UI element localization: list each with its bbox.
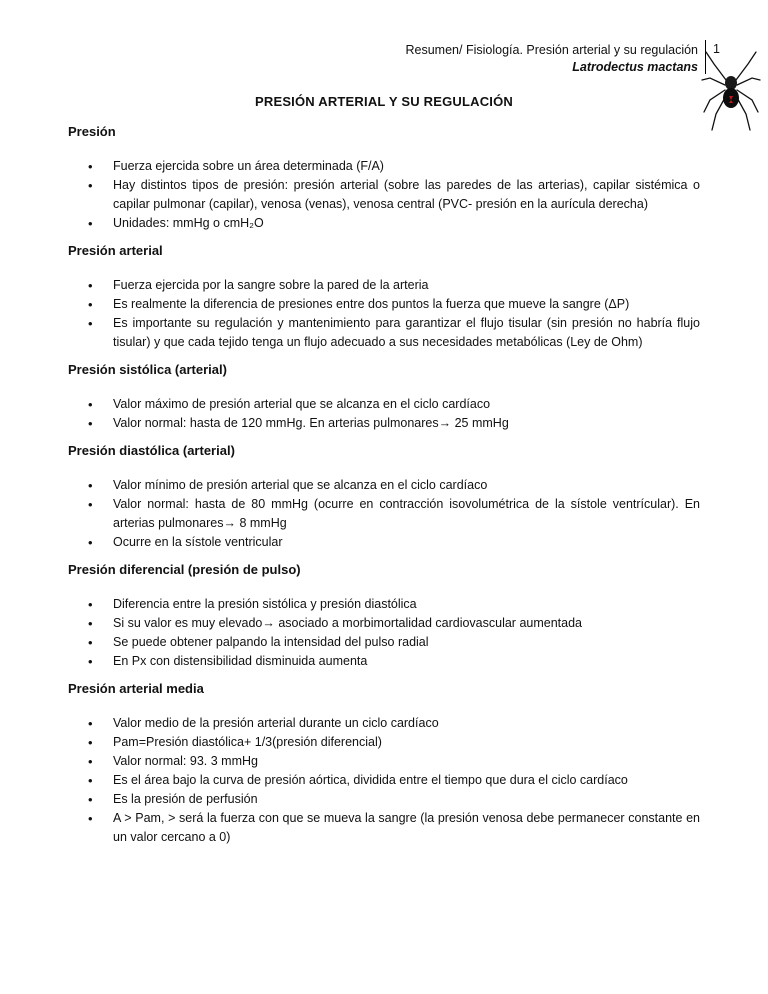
bullet-list: [68, 157, 700, 233]
bullet-item: • Hay distintos tipos de presión: presión arterial (sobre las paredes de las arterias), capilar sistémica o capilar pulmonar (capilar), venosa (venas), venosa central (PVC- presión en la aurícula derecha): [68, 176, 700, 214]
bullet-item: • Valor normal: hasta de 120 mmHg. En arterias pulmonares→ 25 mmHg: [68, 414, 700, 433]
section: [68, 681, 700, 847]
section-heading: Presión arterial media: [68, 681, 204, 696]
bullet-item: • Valor normal: 93. 3 mmHg: [68, 752, 700, 771]
bullet-item: • Fuerza ejercida por la sangre sobre la pared de la arteria: [68, 276, 700, 295]
bullet-list: [68, 476, 700, 552]
header-subtitle: Latrodectus mactans: [572, 60, 698, 74]
bullet-item: • Valor máximo de presión arterial que se alcanza en el ciclo cardíaco: [68, 395, 700, 414]
section: [68, 124, 700, 233]
bullet-item: • Fuerza ejercida sobre un área determinada (F/A): [68, 157, 700, 176]
bullet-item: • Pam=Presión diastólica+ 1/3(presión diferencial): [68, 733, 700, 752]
section: [68, 243, 700, 352]
bullet-list: [68, 276, 700, 352]
section: [68, 443, 700, 552]
bullet-item: • A > Pam, > será la fuerza con que se mueva la sangre (la presión venosa debe permanecer constante en un valor cercano a 0): [68, 809, 700, 847]
bullet-list: [68, 595, 700, 671]
document-title: PRESIÓN ARTERIAL Y SU REGULACIÓN: [254, 94, 513, 109]
bullet-item: • Si su valor es muy elevado→ asociado a morbimortalidad cardiovascular aumentada: [68, 614, 700, 633]
section-heading: Presión diastólica (arterial): [68, 443, 235, 458]
section: [68, 362, 700, 433]
bullet-item: • Es importante su regulación y mantenimiento para garantizar el flujo tisular (sin presión no habría flujo tisular) y que cada tejido tenga un flujo adecuado a sus necesidades metabólicas (Ley de Ohm): [68, 314, 700, 352]
spider-icon: [700, 50, 762, 134]
document-body: [68, 124, 700, 857]
section-heading: Presión sistólica (arterial): [68, 362, 227, 377]
section-heading: Presión arterial: [68, 243, 163, 258]
page-number: 1: [713, 42, 720, 56]
section-heading: Presión: [68, 124, 116, 139]
bullet-item: • Es realmente la diferencia de presiones entre dos puntos la fuerza que mueve la sangre (ΔP): [68, 295, 700, 314]
bullet-item: • Se puede obtener palpando la intensidad del pulso radial: [68, 633, 700, 652]
running-header: [406, 42, 699, 76]
bullet-item: • Diferencia entre la presión sistólica y presión diastólica: [68, 595, 700, 614]
section: [68, 562, 700, 671]
bullet-item: • Unidades: mmHg o cmH₂O: [68, 214, 700, 233]
bullet-item: • En Px con distensibilidad disminuida aumenta: [68, 652, 700, 671]
bullet-item: • Valor normal: hasta de 80 mmHg (ocurre en contracción isovolumétrica de la sístole ventrícular). En arterias pulmonares→ 8 mmHg: [68, 495, 700, 533]
running-title: Resumen/ Fisiología. Presión arterial y su regulación: [405, 43, 698, 57]
bullet-item: • Valor mínimo de presión arterial que se alcanza en el ciclo cardíaco: [68, 476, 700, 495]
bullet-list: [68, 714, 700, 847]
bullet-item: • Es el área bajo la curva de presión aórtica, dividida entre el tiempo que dura el ciclo cardíaco: [68, 771, 700, 790]
bullet-item: • Valor medio de la presión arterial durante un ciclo cardíaco: [68, 714, 700, 733]
bullet-list: [68, 395, 700, 433]
section-heading: Presión diferencial (presión de pulso): [68, 562, 301, 577]
bullet-item: • Ocurre en la sístole ventricular: [68, 533, 700, 552]
bullet-item: • Es la presión de perfusión: [68, 790, 700, 809]
